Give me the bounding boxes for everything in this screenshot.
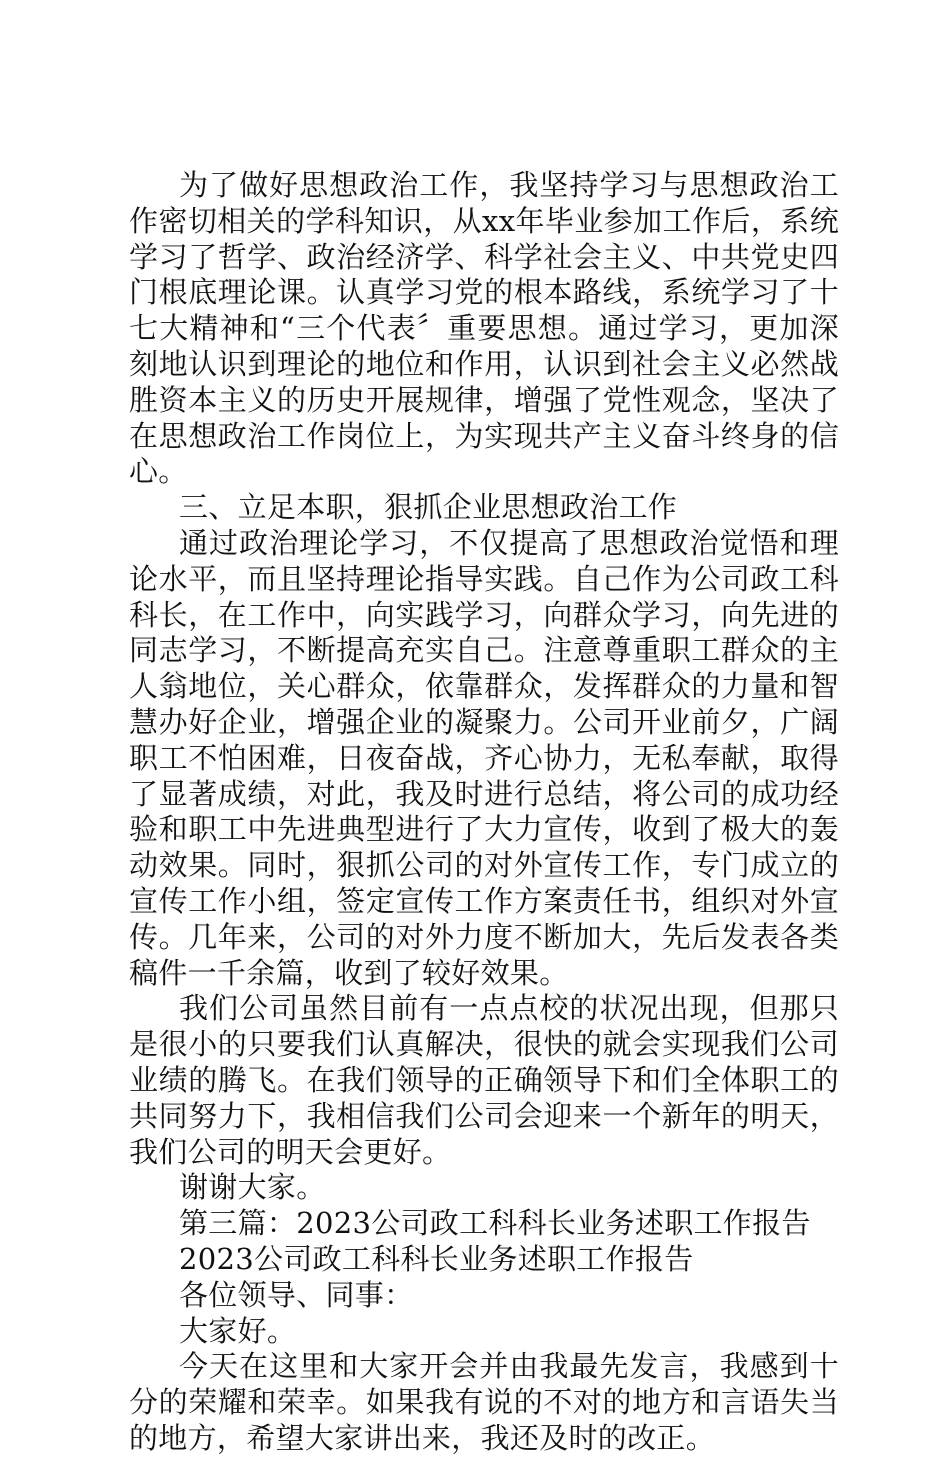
chapter-title-three: 第三篇：2023公司政工科科长业务述职工作报告 [179,1206,811,1241]
salutation: 各位领导、同事： [179,1277,414,1312]
report-title: 2023公司政工科科长业务述职工作报告 [179,1241,694,1276]
section-heading-three: 三、立足本职，狠抓企业思想政治工作 [179,490,678,525]
greeting: 大家好。 [179,1313,297,1348]
paragraph-opening-remarks: 今天在这里和大家开会并由我最先发言，我感到十分的荣耀和荣幸。如果我有说的不对的地方和言语失当的地方，希望大家讲出来，我还及时的改正。 [129,1349,839,1455]
paragraph-political-study: 为了做好思想政治工作，我坚持学习与思想政治工作密切相关的学科知识，从xx年毕业参加工作后，系统学习了哲学、政治经济学、科学社会主义、中共党史四门根底理论课。认真学习党的根本路线，系统学习了十七大精神和“三个代表〞重要思想。通过学习，更加深刻地认识到理论的地位和作用，认识到社会主义必然战胜资本主义的历史开展规律，增强了党性观念，坚决了在思想政治工作岗位上，为实现共产主义奋斗终身的信心。 [129,168,839,489]
paragraph-thanks: 谢谢大家。 [179,1170,326,1205]
paragraph-enterprise-work: 通过政治理论学习，不仅提高了思想政治觉悟和理论水平，而且坚持理论指导实践。自己作为公司政工科科长，在工作中，向实践学习，向群众学习，向先进的同志学习，不断提高充实自己。注意尊重职工群众的主人翁地位，关心群众，依靠群众，发挥群众的力量和智慧办好企业，增强企业的凝聚力。公司开业前夕，广阔职工不怕困难，日夜奋战，齐心协力，无私奉献，取得了显著成绩，对此，我及时进行总结，将公司的成功经验和职工中先进典型进行了大力宣传，收到了极大的轰动效果。同时，狠抓公司的对外宣传工作，专门成立的宣传工作小组，签定宣传工作方案责任书，组织对外宣传。几年来，公司的对外力度不断加大，先后发表各类稿件一千余篇，收到了较好效果。 [129,525,839,990]
paragraph-company-future: 我们公司虽然目前有一点点校的状况出现，但那只是很小的只要我们认真解决，很快的就会实现我们公司业绩的腾飞。在我们领导的正确领导下和们全体职工的共同努力下，我相信我们公司会迎来一个新年的明天，我们公司的明天会更好。 [129,991,839,1169]
document-body [129,168,839,1457]
